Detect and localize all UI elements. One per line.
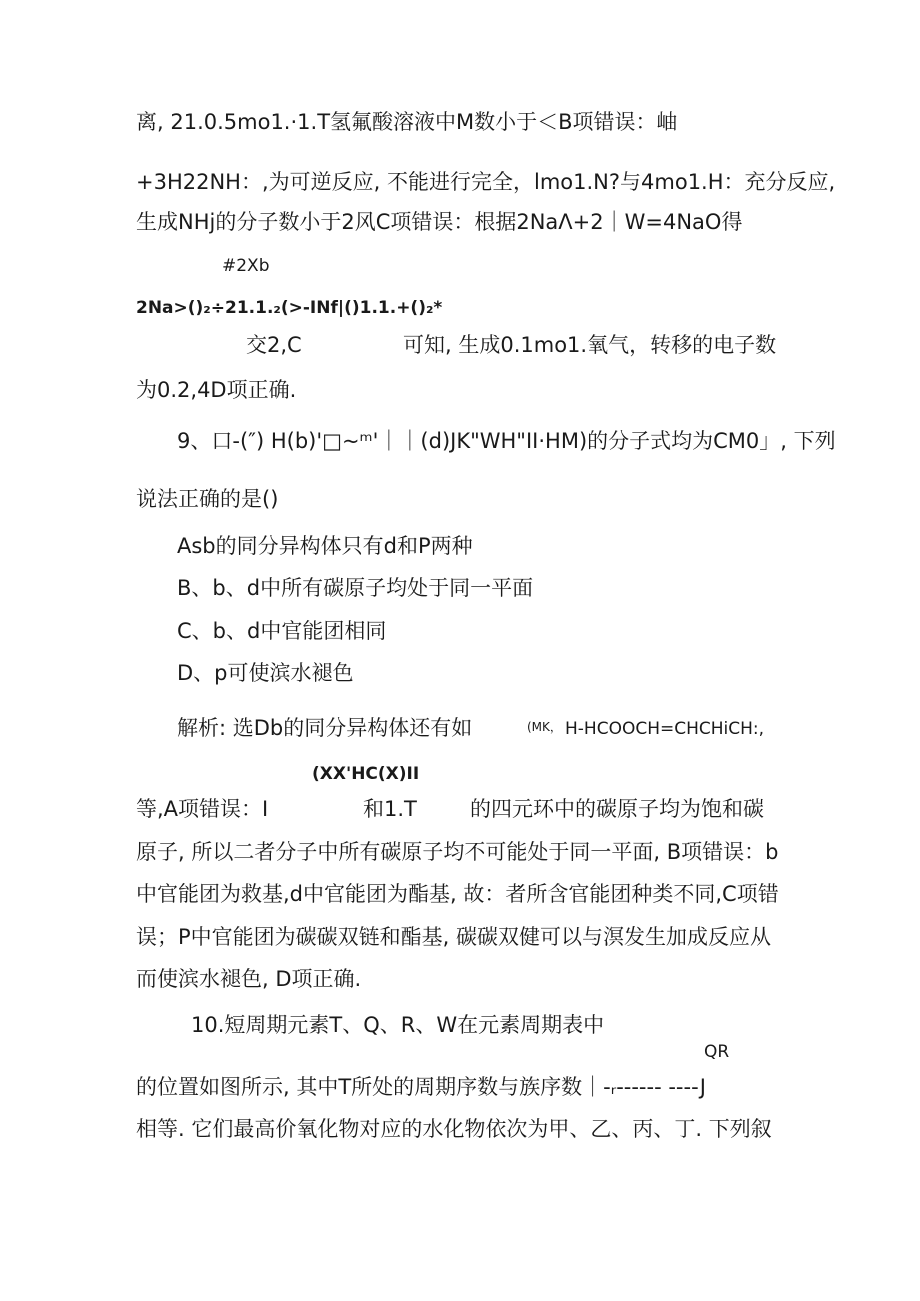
formula-fragment: (XX'HC(X)II	[312, 764, 420, 784]
text-line: 和1.T	[363, 797, 417, 821]
question-10-stem: 10.短周期元素T、Q、R、W在元素周期表中	[191, 1013, 605, 1037]
text-line: +3H22NH：,为可逆反应, 不能进行完全，lmo1.N?与4mo1.H：充分反应,	[136, 170, 836, 194]
text-line: 原子, 所以二者分子中所有碳原子均不可能处于同一平面, B项错误：b	[136, 840, 779, 864]
text-line: 等,A项错误：I	[136, 797, 269, 821]
analysis-line: 解析: 选Db的同分异构体还有如	[177, 716, 473, 740]
text-line: 相等. 它们最高价氧化物对应的水化物依次为甲、乙、丙、丁. 下列叙	[136, 1117, 772, 1141]
text-line: 为0.2,4D项正确.	[136, 378, 297, 402]
text-line: 的四元环中的碳原子均为饱和碳	[470, 797, 764, 821]
option-d: D、p可使滨水褪色	[177, 661, 354, 685]
text-line: 的位置如图所示, 其中T所处的周期序数与族序数｜-ᵣ------ ----J	[136, 1075, 707, 1099]
text-line: #2Xb	[222, 256, 270, 276]
periodic-table-label: QR	[704, 1042, 730, 1062]
question-9-stem: 9、口-(″) H(b)'□~ᵐ'｜｜(d)JK"WH"II·HM)的分子式均为CM0」, 下列	[177, 429, 836, 453]
option-c: C、b、d中官能团相同	[177, 619, 387, 643]
text-line: 中官能团为救基,d中官能团为酯基, 故：者所含官能团种类不同,C项错	[136, 882, 779, 906]
text-line: 而使滨水褪色, D项正确.	[136, 967, 362, 991]
text-line: 生成NHj的分子数小于2风C项错误：根据2NaΛ+2｜W=4NaO得	[136, 210, 743, 234]
equation-line: 2Na>()₂÷21.1.₂(>-INf|()1.1.+()₂*	[136, 298, 443, 318]
option-a: Asb的同分异构体只有d和P两种	[177, 534, 473, 558]
text-line: 误；P中官能团为碳碳双链和酯基, 碳碳双健可以与溟发生加成反应从	[136, 925, 772, 949]
text-line: 离, 21.0.5mo1.·1.T氢氟酸溶液中M数小于＜B项错误：岫	[136, 110, 678, 134]
text-line: 可知, 生成0.1mo1.氧气，转移的电子数	[403, 333, 777, 357]
formula-fragment: (MK，	[527, 720, 562, 734]
text-line: 说法正确的是()	[136, 487, 279, 511]
formula-fragment: H-HCOOCH=CHCHiCH:,	[565, 719, 765, 739]
option-b: B、b、d中所有碳原子均处于同一平面	[177, 576, 534, 600]
text-line: 交2,C	[246, 333, 302, 357]
